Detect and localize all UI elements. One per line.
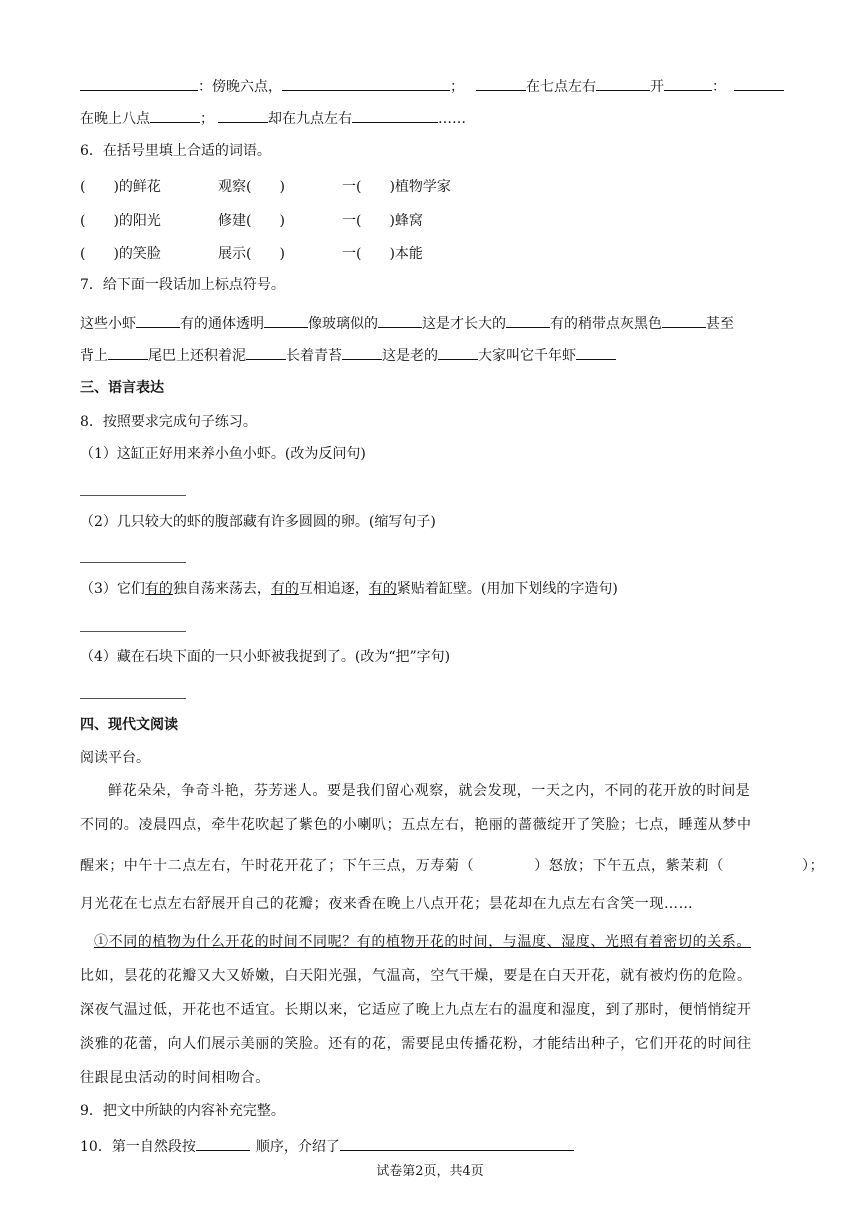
q6-cell[interactable]: ( )的笑脸 — [80, 246, 161, 262]
text: ：傍晚六点， — [198, 79, 282, 95]
q5-line-2 — [80, 108, 466, 128]
q6-cell[interactable]: 修建( ) — [218, 213, 285, 229]
reading-intro: 阅读平台。 — [80, 750, 150, 766]
q6-cell[interactable]: ( )的鲜花 — [80, 179, 161, 195]
blank[interactable] — [352, 108, 438, 123]
q6-cell[interactable]: 一( )蜂窝 — [342, 213, 423, 229]
blank[interactable] — [476, 76, 526, 91]
text: 互相追逐， — [298, 581, 369, 597]
q6-title: 6．在括号里填上合适的词语。 — [80, 143, 271, 159]
page-footer: 试卷第2页，共4页 — [376, 1164, 484, 1179]
text: 在七点左右 — [526, 79, 596, 95]
q6-cell[interactable]: 展示( ) — [218, 246, 285, 262]
q6-cell[interactable]: 一( )本能 — [342, 246, 423, 262]
passage-line — [94, 933, 751, 951]
q8-sentence-4: （4）藏在石块下面的一只小虾被我捉到了。(改为“把”字句) — [80, 649, 451, 665]
passage-line: 深夜气温过低，开花也不适宜。长期以来，它适应了晚上九点左右的温度和湿度，到了那时，便悄悄绽开 — [80, 1002, 752, 1018]
blank[interactable] — [282, 76, 450, 91]
underlined-word: 有的 — [270, 581, 299, 597]
q5-line-1 — [80, 76, 784, 96]
q8-sentence-3 — [80, 580, 618, 598]
text: 背上 — [80, 348, 108, 364]
q6-row-2 — [80, 210, 560, 228]
text: 这些小虾 — [80, 316, 136, 332]
blank[interactable] — [596, 76, 650, 91]
text: 在晚上八点 — [80, 111, 150, 127]
blank[interactable] — [378, 313, 422, 328]
text: 甚至 — [706, 316, 734, 332]
text: ： — [712, 79, 726, 95]
text: ）； — [802, 858, 825, 874]
q8-title: 8．按照要求完成句子练习。 — [80, 414, 257, 430]
blank[interactable] — [264, 313, 308, 328]
text: 10．第一自然段按 — [80, 1139, 196, 1155]
passage-line: 往跟昆虫活动的时间相吻合。 — [80, 1070, 270, 1086]
underlined-sentence: ①不同的植物为什么开花的时间不同呢？有的植物开花的时间，与温度、湿度、光照有着密切的关系。 — [94, 934, 751, 950]
blank[interactable] — [340, 1136, 574, 1151]
q7-title: 7．给下面一段话加上标点符号。 — [80, 277, 285, 293]
blank[interactable] — [576, 345, 616, 360]
text: 紧贴着缸壁。(用加下划线的字造句) — [396, 581, 618, 597]
text: 这是才长大的 — [422, 316, 506, 332]
blank[interactable] — [662, 313, 706, 328]
text: 却在九点左右 — [268, 111, 352, 127]
passage-line: 月光花在七点左右舒展开自己的花瓣；夜来香在晚上八点开花；昙花却在九点左右含笑一现…… — [80, 896, 694, 912]
text: ； — [450, 79, 464, 95]
q8-sentence-2: （2）几只较大的虾的腹部藏有许多圆圆的卵。(缩写句子) — [80, 514, 436, 530]
q6-row-3 — [80, 243, 560, 261]
text: …… — [438, 111, 466, 127]
passage-line: 不同的。凌晨四点，牵牛花吹起了紫色的小喇叭；五点左右，艳丽的蔷薇绽开了笑脸；七点，睡莲从梦中 — [80, 817, 752, 833]
answer-line[interactable] — [80, 697, 186, 699]
answer-line[interactable] — [80, 561, 186, 563]
answer-line[interactable] — [80, 494, 186, 496]
text: 独自荡来荡去， — [172, 581, 271, 597]
q8-sentence-1: （1）这缸正好用来养小鱼小虾。(改为反问句) — [80, 446, 366, 462]
text: 有的通体透明 — [180, 316, 264, 332]
text: 这是老的 — [382, 348, 438, 364]
blank[interactable] — [246, 345, 286, 360]
q6-row-1 — [80, 176, 560, 194]
q9: 9．把文中所缺的内容补充完整。 — [80, 1103, 285, 1119]
blank[interactable] — [136, 313, 180, 328]
passage-line: 鲜花朵朵，争奇斗艳，芬芳迷人。要是我们留心观察，就会发现，一天之内，不同的花开放的时间是 — [108, 783, 751, 799]
passage-line: 淡雅的花蕾，向人们展示美丽的笑脸。还有的花，需要昆虫传播花粉，才能结出种子，它们开花的时间往 — [80, 1036, 752, 1052]
q7-line-2 — [80, 345, 616, 365]
text: 顺序，介绍了 — [255, 1139, 340, 1155]
section-heading: 三、语言表达 — [80, 380, 164, 396]
blank[interactable] — [438, 345, 478, 360]
q7-line-1 — [80, 313, 734, 333]
text: （3）它们 — [80, 581, 145, 597]
text: 开 — [650, 79, 664, 95]
text: 有的稍带点灰黑色 — [550, 316, 662, 332]
underlined-word: 有的 — [368, 581, 397, 597]
underlined-word: 有的 — [144, 581, 173, 597]
text: ； — [200, 111, 214, 127]
blank[interactable] — [218, 108, 268, 123]
blank[interactable] — [734, 76, 784, 91]
q6-cell[interactable]: 一( )植物学家 — [342, 179, 451, 195]
passage-line: 比如，昙花的花瓣又大又娇嫩，白天阳光强，气温高，空气干燥，要是在白天开花，就有被灼伤的危险。 — [80, 968, 752, 984]
text: 醒来；中午十二点左右，午时花开花了；下午三点，万寿菊（ — [80, 858, 475, 874]
q6-cell[interactable]: 观察( ) — [218, 179, 285, 195]
q6-cell[interactable]: ( )的阳光 — [80, 213, 161, 229]
blank[interactable] — [342, 345, 382, 360]
text: 像玻璃似的 — [308, 316, 378, 332]
text: 尾巴上还积着泥 — [148, 348, 246, 364]
blank[interactable] — [196, 1136, 250, 1151]
section-heading: 四、现代文阅读 — [80, 717, 178, 733]
blank[interactable] — [150, 108, 200, 123]
blank[interactable] — [80, 76, 198, 91]
text: ）怒放；下午五点，紫茉莉（ — [534, 858, 725, 874]
passage-line — [80, 857, 824, 875]
blank[interactable] — [664, 76, 712, 91]
text: 大家叫它千年虾 — [478, 348, 576, 364]
answer-line[interactable] — [80, 630, 186, 632]
q10 — [80, 1136, 574, 1156]
text: 长着青苔 — [286, 348, 342, 364]
blank[interactable] — [108, 345, 148, 360]
blank[interactable] — [506, 313, 550, 328]
